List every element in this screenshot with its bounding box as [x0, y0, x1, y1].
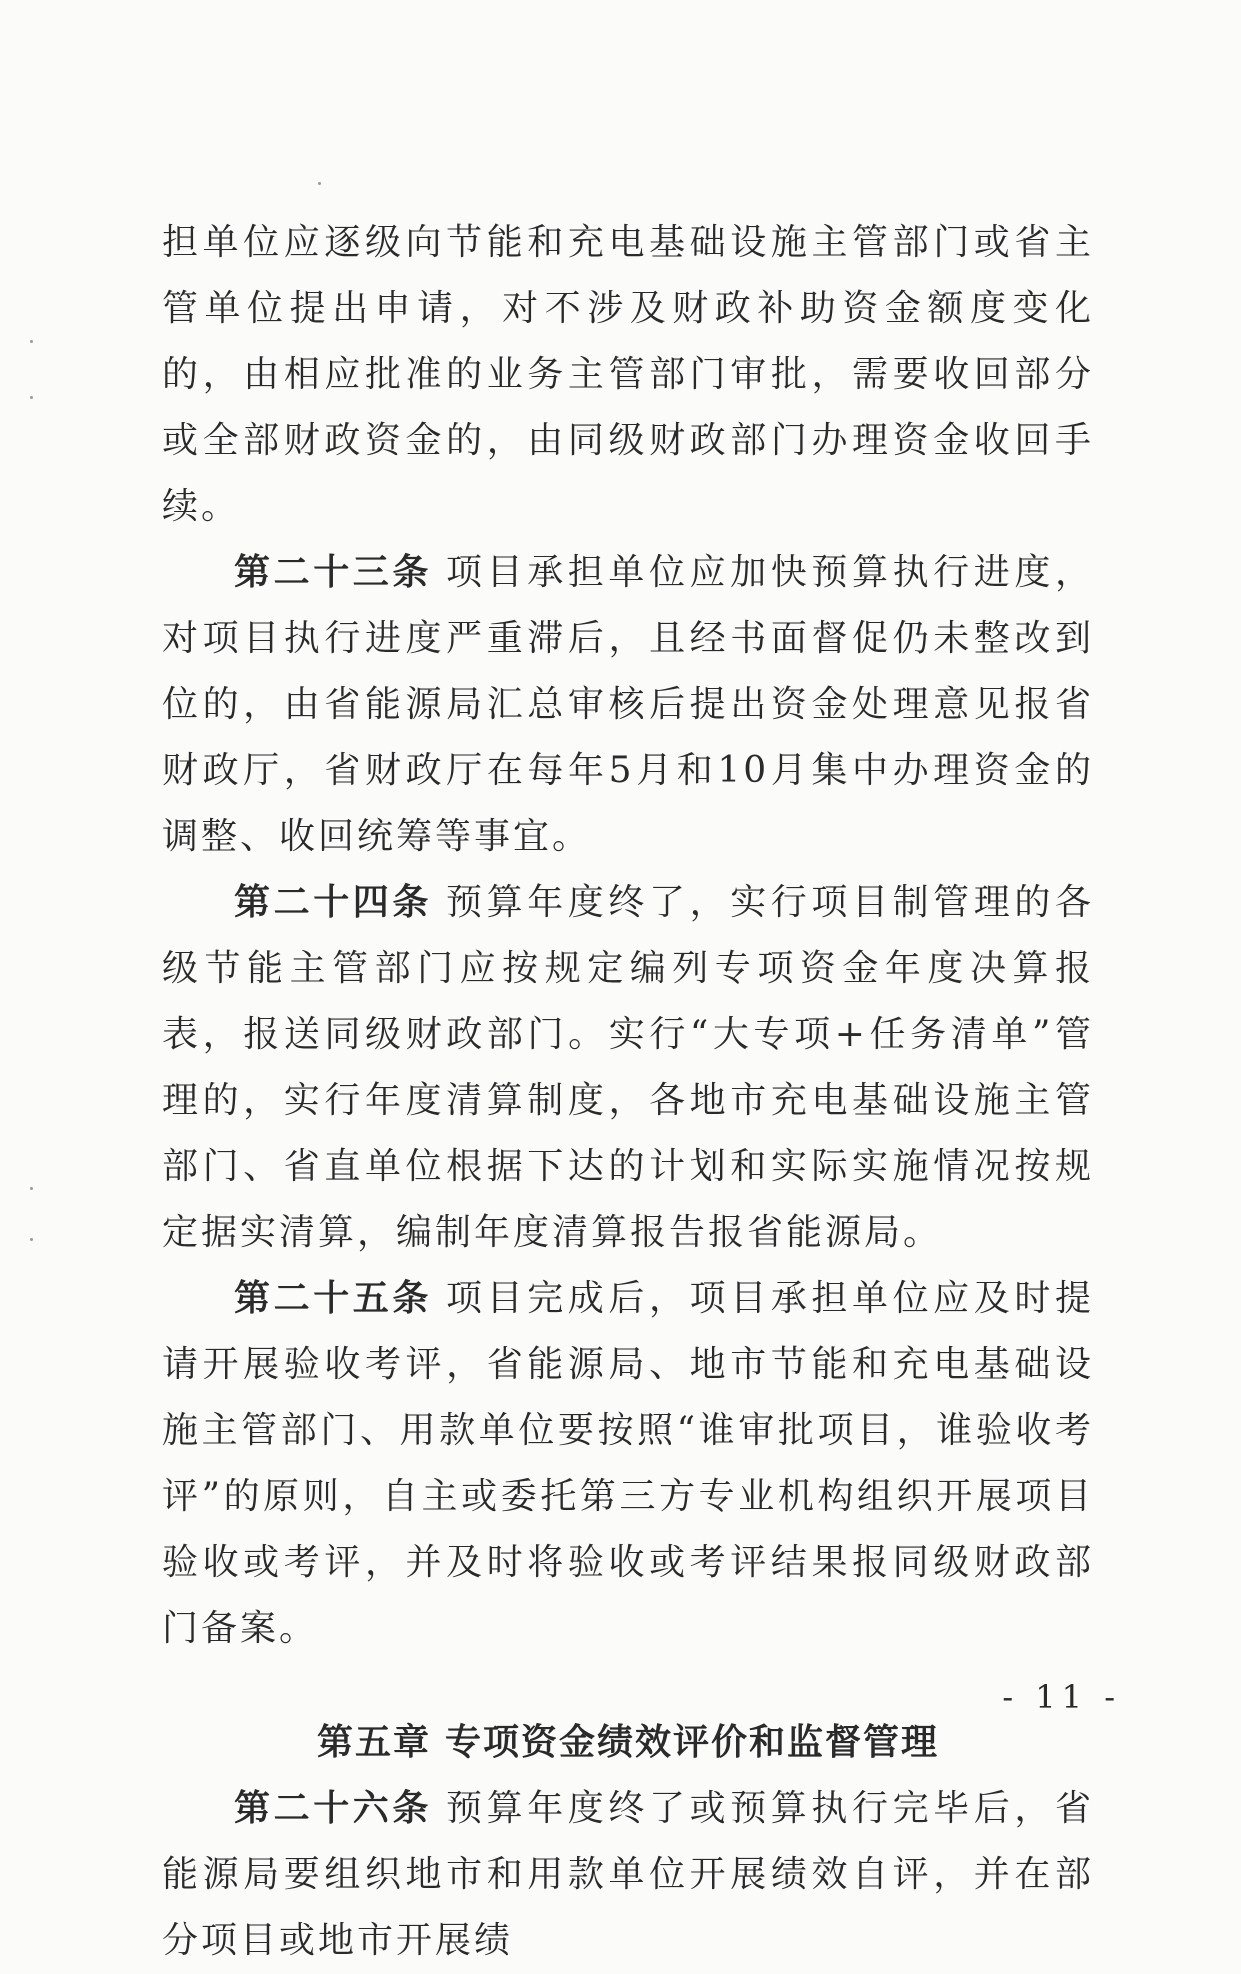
- article-23: [162, 540, 1094, 870]
- paragraph-text: 项目承担单位应加快预算执行进度，对项目执行进度严重滞后，且经书面督促仍未整改到位的，由省能源局汇总审核后提出资金处理意见报省财政厅，省财政厅在每年5月和10月集中办理资金的调整、收回统筹等事宜。: [162, 552, 1094, 857]
- scan-speck: [30, 1238, 33, 1241]
- paragraph-text: 项目完成后，项目承担单位应及时提请开展验收考评，省能源局、地市节能和充电基础设施主管部门、用款单位要按照“谁审批项目，谁验收考评”的原则，自主或委托第三方专业机构组织开展项目验收或考评，并及时将验收或考评结果报同级财政部门备案。: [162, 1278, 1094, 1649]
- scan-speck: [30, 396, 33, 399]
- document-body: [162, 210, 1094, 1974]
- scan-speck: [318, 182, 321, 185]
- article-heading: 第二十六条: [234, 1788, 432, 1829]
- article-26: [162, 1776, 1094, 1974]
- paragraph-text: 担单位应逐级向节能和充电基础设施主管部门或省主管单位提出申请，对不涉及财政补助资金额度变化的，由相应批准的业务主管部门审批，需要收回部分或全部财政资金的，由同级财政部门办理资金收回手续。: [162, 222, 1094, 527]
- article-24: [162, 870, 1094, 1266]
- paragraph-continuation: [162, 210, 1094, 540]
- scan-speck: [30, 1187, 33, 1190]
- article-heading: 第二十五条: [234, 1278, 432, 1319]
- chapter-number: 第五章: [316, 1722, 431, 1763]
- chapter-title: 专项资金绩效评价和监督管理: [445, 1722, 940, 1763]
- article-heading: 第二十三条: [234, 552, 432, 593]
- paragraph-text: 预算年度终了或预算执行完毕后，省能源局要组织地市和用款单位开展绩效自评，并在部分项目或地市开展绩: [162, 1788, 1094, 1961]
- paragraph-text: 预算年度终了，实行项目制管理的各级节能主管部门应按规定编列专项资金年度决算报表，报送同级财政部门。实行“大专项+任务清单”管理的，实行年度清算制度，各地市充电基础设施主管部门、省直单位根据下达的计划和实际实施情况按规定据实清算，编制年度清算报告报省能源局。: [162, 882, 1094, 1253]
- article-25: [162, 1266, 1094, 1662]
- scan-speck: [30, 340, 33, 343]
- article-heading: 第二十四条: [234, 882, 432, 923]
- chapter-heading: [162, 1662, 1094, 1776]
- page-number: - 11 -: [1002, 1678, 1121, 1716]
